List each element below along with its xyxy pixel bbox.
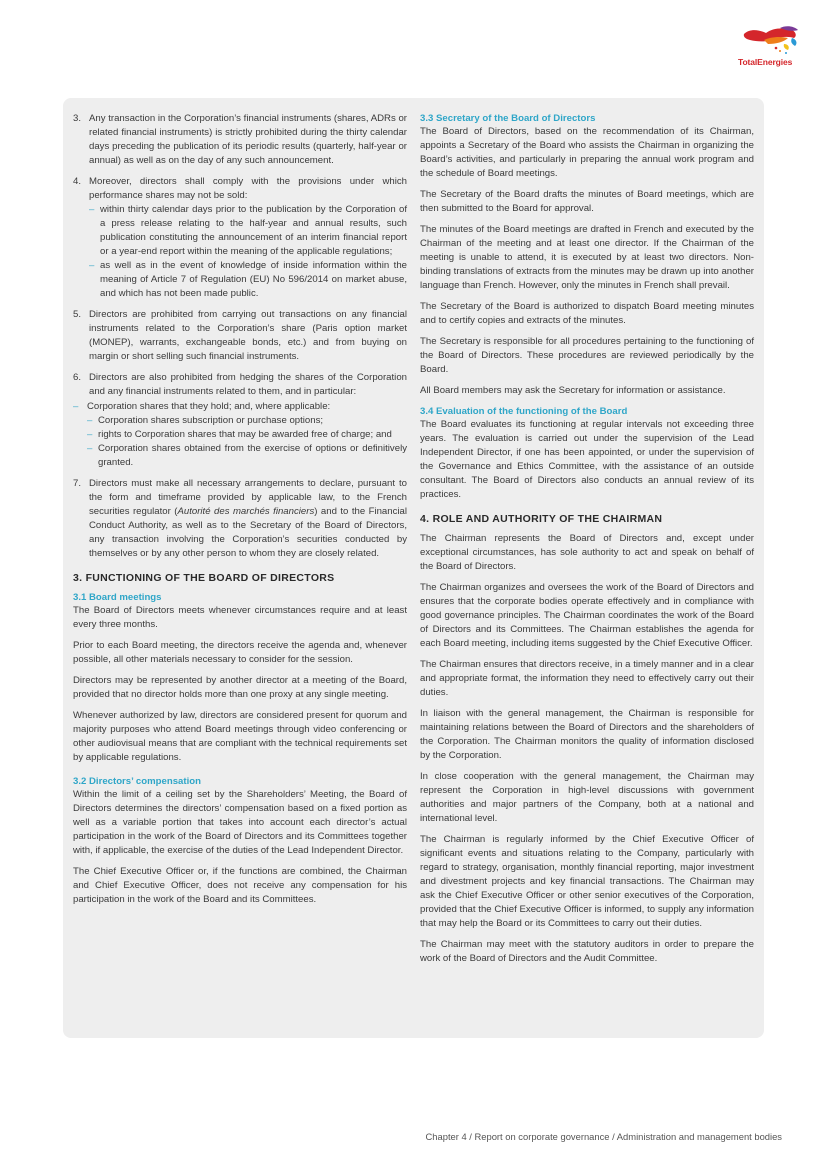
list-item: 5. Directors are prohibited from carrying out transactions on any financial instruments related to the Corporation’s share (Paris option market (MONEP), warrants, exchangeable bonds, etc.) and from buying on margin or short selling such financial instruments. [73,309,407,362]
brand-name: TotalEnergies [738,57,793,67]
section-heading: 3. FUNCTIONING OF THE BOARD OF DIRECTORS [73,572,335,584]
page-footer: Chapter 4 / Report on corporate governance / Administration and management bodies [425,1131,782,1142]
paragraph: The Secretary of the Board drafts the minutes of Board meetings, which are then submitted to the Board for approval. [420,189,754,214]
paragraph: The Secretary is responsible for all procedures pertaining to the functioning of the Board of Directors. These procedures are reviewed periodically by the Board. [420,336,754,375]
paragraph: Whenever authorized by law, directors are considered present for quorum and majority purposes who attend Board meetings through video conferencing or other audiovisual means that are compliant with the technical requirements set by applicable regulations. [73,710,407,763]
left-column [73,112,407,914]
totalenergies-logo [738,24,802,68]
paragraph: Prior to each Board meeting, the directors receive the agenda and, whenever possible, all other materials necessary to consider for the session. [73,640,407,665]
paragraph: All Board members may ask the Secretary for information or assistance. [420,385,726,396]
paragraph: The minutes of the Board meetings are drafted in French and executed by the Chairman of the meeting and at least one director. If the Chairman of the meeting is unable to attend, it is executed by at least two directors. Non-binding translations of extracts from the minutes may be drawn up into another language than French. However, only the minutes in French shall prevail. [420,224,754,291]
right-column [420,112,754,973]
subsection-heading: 3.4 Evaluation of the functioning of the Board [420,406,628,417]
paragraph: The Chief Executive Officer or, if the functions are combined, the Chairman and Chief Executive Officer, does not receive any compensation for his participation in the work of the Board and its Committees. [73,866,407,905]
sub-item: – Corporation shares that they hold; and, where applicable: [73,401,331,412]
paragraph: The Board of Directors meets whenever circumstances require and at least every three months. [73,605,407,630]
paragraph: Directors may be represented by another director at a meeting of the Board, provided that no director holds more than one proxy at any single meeting. [73,675,407,700]
paragraph: The Secretary of the Board is authorized to dispatch Board meeting minutes and to certify copies and extracts of the minutes. [420,301,754,326]
paragraph: The Chairman organizes and oversees the work of the Board of Directors and ensures that the corporate bodies operate effectively and in compliance with good governance principles. The Chairman coordinates the work of the Board of Directors and its Committees. The Chairman establishes the agenda for each Board meeting, including items suggested by the Chief Executive Officer. [420,582,754,649]
paragraph: In liaison with the general management, the Chairman is responsible for maintaining relations between the Board of Directors and the shareholders of the Corporation. The Chairman monitors the quality of information disclosed by the Corporation. [420,708,754,761]
list-item: 6. Directors are also prohibited from hedging the shares of the Corporation and any financial instruments related to them, and in particular: [73,372,407,397]
list-item: 7. Directors must make all necessary arrangements to declare, pursuant to the form and timeframe provided by applicable law, to the French securities regulator (Autorité des marchés financiers) and to the Financial Conduct Authority, as well as to the Secretary of the Board of Directors, any transaction involving the Corporation’s securities conducted by themselves or by any other person to whom they are closely related. [73,478,407,559]
list-item: 3. Any transaction in the Corporation’s financial instruments (shares, ADRs or related financial instruments) is strictly prohibited during the thirty calendar days preceding the publication of its periodic results (quarterly, half-year or annual) as well as on the day of any such announcement. [73,113,407,166]
paragraph: The Chairman represents the Board of Directors and, except under exceptional circumstances, has sole authority to act and speak on behalf of the Board of Directors. [420,533,754,572]
sub-item: – within thirty calendar days prior to the publication by the Corporation of a press release relating to the half-year and annual results, such publication constituting the announcement of an interim financial report or a year-end report within the meaning of the applicable regulations; [89,204,407,257]
content-panel [63,98,764,1038]
paragraph: The Board evaluates its functioning at regular intervals not exceeding three years. The evaluation is carried out under the supervision of the Lead Independent Director, if one has been appointed, or under the supervision of the Governance and Ethics Committee, with the assistance of an outside consultant. The Board of Directors also conducts an annual review of its practices. [420,419,754,500]
paragraph: The Chairman may meet with the statutory auditors in order to prepare the work of the Board of Directors and the Audit Committee. [420,939,754,964]
subsection-heading: 3.1 Board meetings [73,592,162,603]
sub-item: – Corporation shares subscription or purchase options; [87,415,324,426]
paragraph: The Board of Directors, based on the recommendation of its Chairman, appoints a Secretary of the Board who assists the Chairman in organizing the Board’s activities, and particularly in preparing the annual work program and the schedule of Board meetings. [420,126,754,179]
section-heading: 4. ROLE AND AUTHORITY OF THE CHAIRMAN [420,513,663,525]
sub-item: – Corporation shares obtained from the exercise of options or definitively granted. [87,443,407,468]
paragraph: In close cooperation with the general management, the Chairman may represent the Corporation in high-level discussions with government authorities and major partners of the Company, both at a national and international level. [420,771,754,824]
subsection-heading: 3.3 Secretary of the Board of Directors [420,113,596,124]
paragraph: The Chairman is regularly informed by the Chief Executive Officer of significant events and situations relating to the Company, particularly with regard to strategy, organisation, monthly financial reporting, major investment and divestment projects and key financial transactions. The Chairman may ask the Chief Executive Officer or other senior executives of the Corporation, provided that the Chief Executive Officer is informed, to supply any information that may help the Board or its Committees to carry out their duties. [420,834,754,929]
subsection-heading: 3.2 Directors’ compensation [73,776,201,787]
sub-item: – as well as in the event of knowledge of inside information within the meaning of Article 7 of Regulation (EU) No 596/2014 on market abuse, and which has not been made public. [89,260,407,299]
list-item: 4. Moreover, directors shall comply with the provisions under which performance shares may not be sold: – within thirty calendar days prior to the publication by the Corporation of a press release relating to the half-year and annual results, such publication constituting the announcement of an interim financial report or a year-end report within the meaning of the applicable regulations; – as well as in the event of knowledge of inside information within the meaning of Article 7 of Regulation (EU) No 596/2014 on market abuse, and which has not been made public. [73,176,407,299]
paragraph: The Chairman ensures that directors receive, in a timely manner and in a clear and appropriate format, the information they need to effectively carry out their duties. [420,659,754,698]
sub-item: – rights to Corporation shares that may be awarded free of charge; and [87,429,392,440]
paragraph: Within the limit of a ceiling set by the Shareholders’ Meeting, the Board of Directors determines the directors’ compensation based on a fixed portion as well as a variable portion that takes into account each director’s actual participation in the work of the Board of Directors and its Committees together with, if applicable, the exercise of the duties of the Lead Independent Director. [73,789,407,856]
totalenergies-logo-icon [740,24,800,56]
